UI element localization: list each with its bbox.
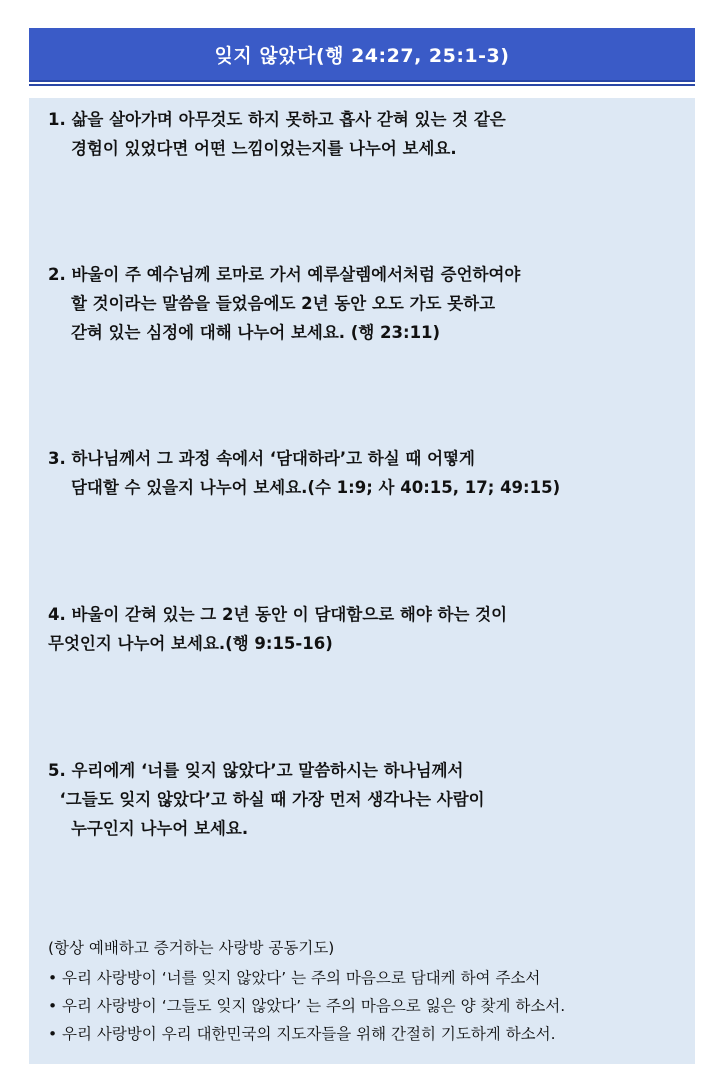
title-divider — [29, 84, 695, 86]
question-2 — [48, 260, 520, 347]
question-line: 담대할 수 있을지 나누어 보세요.(수 1:9; 사 40:15, 17; 49:15) — [48, 478, 561, 497]
question-line: 무엇인지 나누어 보세요.(행 9:15-16) — [48, 634, 333, 653]
question-4 — [48, 600, 507, 658]
question-5 — [48, 756, 485, 843]
question-line: 2. 바울이 주 예수님께 로마로 가서 예루살렘에서처럼 증언하여야 — [48, 265, 521, 284]
question-line: 1. 삶을 살아가며 아무것도 하지 못하고 흡사 갇혀 있는 것 같은 — [48, 110, 506, 129]
question-line: 4. 바울이 갇혀 있는 그 2년 동안 이 담대함으로 해야 하는 것이 — [48, 605, 508, 624]
title-banner — [29, 28, 695, 82]
question-1 — [48, 105, 506, 163]
bullet-icon: • — [48, 997, 58, 1015]
question-line: 갇혀 있는 심정에 대해 나누어 보세요. (행 23:11) — [48, 323, 441, 342]
question-line: 3. 하나님께서 그 과정 속에서 ‘담대하라’고 하실 때 어떻게 — [48, 449, 475, 468]
prayer-item — [48, 964, 565, 992]
prayer-text: 우리 사랑방이 ‘그들도 잊지 않았다’ 는 주의 마음으로 잃은 양 찾게 하소서. — [62, 997, 566, 1015]
bullet-icon: • — [48, 1025, 58, 1043]
bullet-icon: • — [48, 969, 58, 987]
question-line: 경험이 있었다면 어떤 느낌이었는지를 나누어 보세요. — [48, 139, 457, 158]
prayer-item — [48, 992, 565, 1020]
question-line: 누구인지 나누어 보세요. — [48, 819, 249, 838]
question-line: ‘그들도 잊지 않았다’고 하실 때 가장 먼저 생각나는 사람이 — [48, 790, 485, 809]
content-panel — [29, 98, 695, 1064]
prayer-text: 우리 사랑방이 우리 대한민국의 지도자들을 위해 간절히 기도하게 하소서. — [62, 1025, 556, 1043]
question-3 — [48, 444, 560, 502]
prayer-text: 우리 사랑방이 ‘너를 잊지 않았다’ 는 주의 마음으로 담대케 하여 주소서 — [62, 969, 541, 987]
prayer-item — [48, 1020, 565, 1048]
question-line: 할 것이라는 말씀을 들었음에도 2년 동안 오도 가도 못하고 — [48, 294, 496, 313]
question-line: 5. 우리에게 ‘너를 잊지 않았다’고 말씀하시는 하나님께서 — [48, 761, 464, 780]
prayer-list — [48, 964, 565, 1048]
page-title: 잊지 않았다(행 24:27, 25:1-3) — [214, 44, 510, 67]
prayer-heading: (항상 예배하고 증거하는 사랑방 공동기도) — [48, 939, 335, 957]
